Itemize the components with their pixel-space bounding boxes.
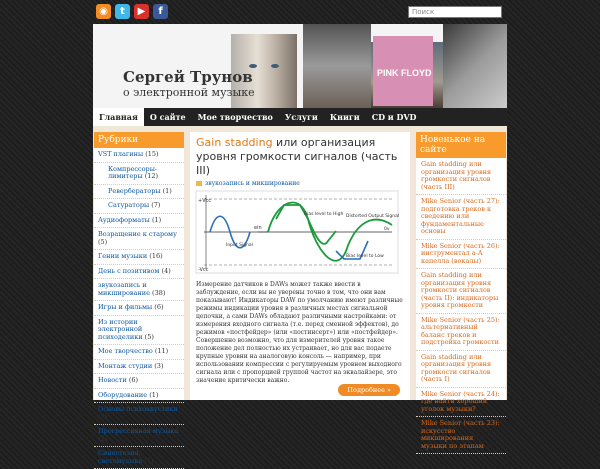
- category-count: (7): [151, 201, 161, 209]
- search-input[interactable]: Поиск: [408, 6, 502, 18]
- post-title-part1[interactable]: Gain stadding: [196, 136, 273, 149]
- category-link[interactable]: Компрессоры-лимитеры: [108, 164, 158, 180]
- recent-post-link[interactable]: Mike Senior (часть 24): где найти хороший уголок музыки?: [416, 388, 506, 418]
- pink-floyd-cover-text: PINK FLOYD: [377, 68, 432, 78]
- folder-icon: [196, 181, 202, 186]
- post-article: [190, 132, 410, 400]
- category-link[interactable]: Из истории электронной психоделики: [98, 317, 143, 341]
- diagram-label-bias-high: Bias level to High: [304, 212, 344, 217]
- main-nav: [93, 108, 507, 126]
- category-count: (6): [128, 376, 139, 384]
- category-count: (2): [98, 434, 108, 443]
- nav-item-cd-dvd[interactable]: CD и DVD: [371, 112, 417, 122]
- category-count: (3): [154, 361, 164, 370]
- gain-staging-diagram: [196, 191, 398, 273]
- post-category-label[interactable]: звукозапись и микширование: [205, 180, 300, 187]
- category-link[interactable]: VST плагины: [98, 150, 144, 158]
- youtube-icon[interactable]: ▶: [134, 4, 149, 19]
- diagram-label-vcc-top: +Vcc: [198, 198, 212, 204]
- post-category[interactable]: [196, 180, 404, 187]
- category-item[interactable]: [94, 345, 184, 360]
- category-count: (38): [152, 288, 166, 297]
- category-count: (1): [162, 186, 172, 195]
- category-link[interactable]: Синестезия, светомузыка: [98, 449, 143, 465]
- nav-item-services[interactable]: Услуги: [284, 112, 318, 122]
- category-link[interactable]: Оборудование: [98, 390, 148, 399]
- category-item[interactable]: [94, 403, 184, 425]
- post-title-part2[interactable]: или организация уровня громкости сигналов (часть III): [196, 136, 398, 177]
- category-item[interactable]: [94, 389, 184, 404]
- diagram-label-distorted: Distorted Output Signal: [346, 214, 400, 219]
- diagram-label-bias-low: Bias level to Low: [346, 254, 384, 259]
- category-item[interactable]: [94, 360, 184, 375]
- facebook-icon[interactable]: f: [153, 4, 168, 19]
- twitter-icon[interactable]: t: [115, 4, 130, 19]
- nav-item-about[interactable]: О сайте: [149, 112, 186, 122]
- category-link[interactable]: звукозапись и микширование: [98, 281, 150, 297]
- category-count: (11): [154, 347, 169, 355]
- category-count: (7): [98, 412, 108, 421]
- categories-list: [94, 148, 184, 469]
- recent-post-link[interactable]: Mike Senior (часть 27): подготовка треков к сведению или фундаментальные основы: [416, 195, 506, 240]
- categories-title: Рубрики: [94, 132, 184, 148]
- recent-post-link[interactable]: Gain stadding или организация уровня громкости сигналов (часть II): индикаторы уровня громкости: [416, 269, 506, 314]
- category-item[interactable]: [94, 228, 184, 250]
- category-item[interactable]: [94, 279, 184, 301]
- category-link[interactable]: Игры и фильмы: [98, 303, 153, 311]
- category-count: (16): [149, 252, 163, 260]
- category-count: (5): [144, 332, 154, 341]
- category-item[interactable]: [94, 163, 184, 185]
- recent-posts-title: Новенькое на сайте: [416, 132, 506, 158]
- post-title[interactable]: [196, 136, 404, 178]
- category-item[interactable]: [94, 301, 184, 316]
- category-link[interactable]: Сатураторы: [108, 201, 150, 209]
- category-item[interactable]: [94, 374, 184, 389]
- category-count: (5): [98, 237, 108, 246]
- category-link[interactable]: Ревербераторы: [108, 186, 161, 195]
- category-link[interactable]: Основы психоакустики: [98, 405, 178, 413]
- category-item[interactable]: [94, 316, 184, 346]
- post-excerpt: Измерение датчиков в DAWs может также ввести в заблуждение, если вы не уверены точно в том, что они вам показывают! Индикаторы DAW по умолчанию имеют различные режимы индикации уровня в различных местах сигнальной цепочки, а сами DAWs обладают различными настройками: от измерения входного сигнала (т.е. перед сменной эффектов), до режимов «постфейдер» (или «постинсерт») или «постфейдер». Совершенно возможно, что для измерителей уровня такое положение дел полностью их устраивает, но для вас подаете крупные уровни на аналоговую консоль — например, при использовании компрессии с регулируемым уровнем выходного сигнала или с пропорцией группой частот на эквалайзере, это значение критически важно.: [196, 281, 403, 384]
- category-link[interactable]: Возращение к старому: [98, 230, 177, 238]
- category-count: (6): [154, 303, 164, 311]
- category-item[interactable]: [94, 447, 184, 469]
- nav-item-creativity[interactable]: Мое творчество: [197, 112, 273, 122]
- diagram-label-ov: 0v: [384, 227, 390, 232]
- category-count: (1): [144, 456, 154, 465]
- category-link[interactable]: Прогрессивная музыка: [98, 427, 179, 435]
- recent-post-link[interactable]: Mike Senior (часть 23): искусство микширования музыки по этапам: [416, 417, 506, 454]
- category-link[interactable]: Новости: [98, 376, 127, 384]
- social-links: [96, 4, 168, 19]
- category-item[interactable]: [94, 185, 184, 200]
- site-header: [93, 24, 507, 108]
- category-item[interactable]: [94, 425, 184, 447]
- category-item[interactable]: [94, 250, 184, 265]
- category-item[interactable]: [94, 265, 184, 280]
- category-item[interactable]: [94, 214, 184, 229]
- diagram-label-vcc-bottom: -Vcc: [198, 267, 209, 273]
- category-link[interactable]: День с позитивом: [98, 266, 160, 275]
- site-subtitle: о электронной музыке: [123, 86, 255, 99]
- recent-posts-list: [416, 158, 506, 454]
- diagram-label-ein: ein: [254, 225, 262, 231]
- rss-icon[interactable]: ◉: [96, 4, 111, 19]
- header-photo-studio: [303, 24, 371, 108]
- category-link[interactable]: Гении музыки: [98, 252, 148, 260]
- recent-post-link[interactable]: Gain stadding или организация уровня громкости сигналов (часть III): [416, 158, 506, 195]
- read-more-button[interactable]: Подробнее »: [338, 384, 400, 396]
- diagram-label-input: Input Signal: [226, 243, 253, 248]
- category-link[interactable]: Мое творчество: [98, 347, 153, 355]
- category-link[interactable]: Аудиоформаты: [98, 215, 150, 224]
- recent-posts-sidebar: [416, 132, 506, 450]
- recent-post-link[interactable]: Gain stadding или организация уровня громкости сигналов (часть I): [416, 351, 506, 388]
- recent-post-link[interactable]: Mike Senior (часть 25): альтернативный баланс треков и подстройка громкости: [416, 314, 506, 351]
- recent-post-link[interactable]: Mike Senior (часть 26): инструментал a-A капелла (вокалы): [416, 240, 506, 270]
- category-count: (4): [161, 266, 171, 275]
- categories-sidebar: [94, 132, 184, 465]
- header-photo-console: [443, 24, 507, 108]
- category-count: (1): [149, 390, 159, 399]
- category-item[interactable]: [94, 199, 184, 214]
- category-count: (12): [144, 172, 159, 180]
- site-title[interactable]: Сергей Трунов: [123, 68, 253, 86]
- category-link[interactable]: Монтаж студии: [98, 361, 153, 370]
- category-count: (15): [145, 150, 159, 158]
- category-item[interactable]: [94, 148, 184, 163]
- nav-item-home[interactable]: Главная: [93, 108, 144, 126]
- category-count: (1): [151, 215, 162, 224]
- nav-item-books[interactable]: Книги: [329, 112, 360, 122]
